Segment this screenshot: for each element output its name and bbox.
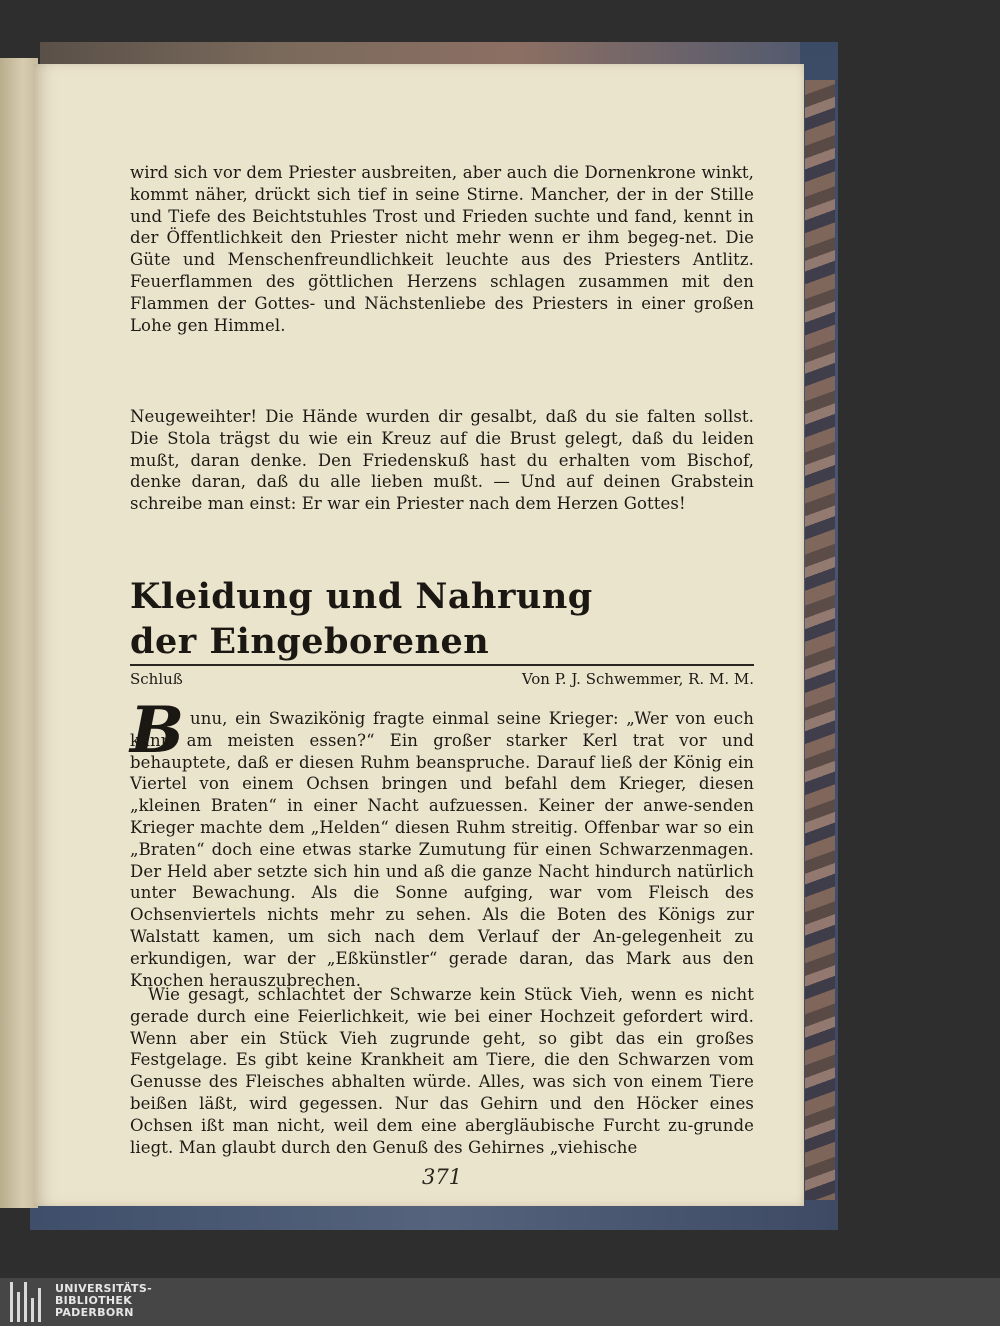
logo-line-2: BIBLIOTHEK (55, 1294, 133, 1307)
drop-cap: B (130, 693, 185, 768)
facing-page-edge (0, 58, 38, 1208)
library-logo-text (55, 1283, 152, 1319)
article-title: Kleidung und Nahrung der Eingeborenen (130, 576, 593, 662)
logo-line-3: PADERBORN (55, 1306, 134, 1319)
paragraph-priest-2: Neugeweihter! Die Hände wurden dir gesalbt, daß du sie falten sollst. Die Stola trägst du wie ein Kreuz auf die Brust gelegt, daß du leiden mußt, daran denke. Den Friedenskuß hast du erhalten vom Bischof, denke daran, daß du alle lieben mußt. — Und auf deinen Grabstein schreibe man einst: Er war ein Priester nach dem Herzen Gottes! (130, 407, 754, 514)
author-byline: Von P. J. Schwemmer, R. M. M. (521, 670, 754, 688)
paragraph-swazi-king (130, 708, 754, 991)
book-page (34, 64, 804, 1206)
paragraph-slaughter: Wie gesagt, schlachtet der Schwarze kein Stück Vieh, wenn es nicht gerade durch eine Feierlichkeit, wie bei einer Hochzeit gefordert wird. Wenn aber ein Stück Vieh zugrunde geht, so gibt das ein großes Festgelage. Es gibt keine Krankheit am Tiere, die den Schwarzen vom Genusse des Fleisches abhalten würde. Alles, was sich von einem Tiere beißen läßt, wird gegessen. Nur das Gehirn und den Höcker eines Ochsen ißt man nicht, weil dem eine abergläubische Furcht zu-grunde liegt. Man glaubt durch den Genuß des Gehirnes „viehische (130, 985, 754, 1157)
library-logo-icon (10, 1282, 46, 1322)
logo-line-1: UNIVERSITÄTS- (55, 1282, 152, 1295)
marbled-page-edge (805, 80, 835, 1220)
paragraph-swazi-king-text: unu, ein Swazikönig fragte einmal seine Krieger: „Wer von euch kann am meisten essen?“ Ein großer starker Kerl trat vor und behauptete, daß er diesen Ruhm beanspruche. Darauf ließ der König ein Viertel von einem Ochsen bringen und befahl dem Krieger, diesen „kleinen Braten“ in einer Nacht aufzuessen. Keiner der anwe-senden Krieger machte dem „Helden“ diesen Ruhm streitig. Offenbar war so ein „Braten“ doch eine etwas starke Zumutung für einen Schwarzenmagen. Der Held aber setzte sich hin und aß die ganze Nacht hindurch natürlich unter Bewachung. Als die Sonne aufging, war vom Fleisch des Ochsenviertels nichts mehr zu sehen. Als die Boten des Königs zur Walstatt kamen, um sich nach dem Verlauf der An-gelegenheit zu erkundigen, war der „Eßkünstler“ gerade daran, das Mark aus den Knochen herauszubrechen. (130, 709, 754, 990)
paragraph-priest-1: wird sich vor dem Priester ausbreiten, aber auch die Dornenkrone winkt, kommt näher, drückt sich tief in seine Stirne. Mancher, der in der Stille und Tiefe des Beichtstuhles Trost und Frieden suchte und fand, kennt in der Öffentlichkeit den Priester nicht mehr wenn er ihm begeg-net. Die Güte und Menschenfreundlichkeit leuchte aus des Priesters Antlitz. Feuerflammen des göttlichen Herzens schlagen zusammen mit den Flammen der Gottes- und Nächstenliebe des Priesters in einer großen Lohe gen Himmel. (130, 163, 754, 335)
page-number: 371 (421, 1165, 463, 1189)
library-footer (0, 1278, 1000, 1326)
byline-row (130, 670, 754, 692)
continuation-label: Schluß (130, 670, 183, 688)
title-rule (130, 664, 754, 666)
